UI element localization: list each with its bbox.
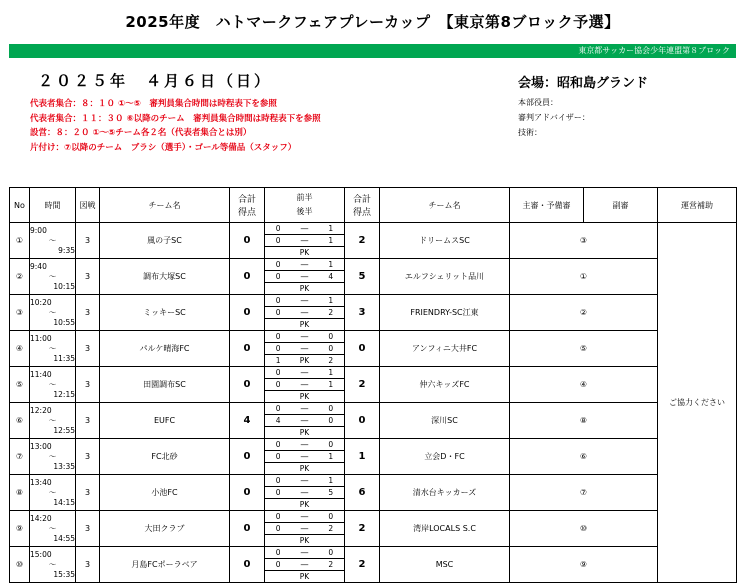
half-score-pk — [265, 355, 344, 366]
match-time — [30, 367, 76, 403]
team-a-name: 調布大塚SC — [100, 259, 230, 295]
half-score-away: 1 — [328, 380, 334, 389]
match-grade: 3 — [76, 439, 100, 475]
half-score-second — [265, 487, 344, 499]
half-score-away — [318, 391, 344, 402]
team-a-total: 0 — [230, 511, 265, 547]
match-grade: 3 — [76, 547, 100, 583]
half-score-second — [265, 235, 344, 247]
time-tilde: ～ — [48, 451, 57, 461]
half-score-sep: ― — [300, 368, 309, 377]
half-score-home — [265, 319, 291, 330]
note-line: 片付け：⑦以降のチーム ブラシ（選手）・ゴール等備品（スタッフ） — [30, 142, 297, 153]
time-start: 12:20 — [30, 405, 52, 415]
match-grade: 3 — [76, 367, 100, 403]
match-grade: 3 — [76, 295, 100, 331]
table-row — [10, 295, 737, 331]
page-title: 2025年度 ハトマークフェアプレーカップ 【東京第8ブロック予選】 — [125, 13, 620, 31]
match-no: ④ — [10, 331, 30, 367]
time-tilde: ～ — [48, 415, 57, 425]
half-score-away: 0 — [328, 440, 334, 449]
half-score-home: 0 — [275, 452, 281, 461]
half-score-second — [265, 523, 344, 535]
half-score-home: 0 — [275, 476, 281, 485]
half-score-away: 1 — [328, 452, 334, 461]
half-score-home — [265, 463, 291, 474]
half-scores — [265, 331, 345, 367]
half-score-sep: ― — [300, 476, 309, 485]
time-end: 10:55 — [53, 317, 75, 327]
time-tilde: ～ — [48, 343, 57, 353]
time-tilde: ～ — [48, 307, 57, 317]
time-tilde: ～ — [48, 379, 57, 389]
half-score-away — [318, 427, 344, 438]
referee-cell: ⑩ — [510, 511, 658, 547]
team-a-total: 0 — [230, 439, 265, 475]
half-score-pk — [265, 427, 344, 438]
referee-cell: ⑥ — [510, 439, 658, 475]
header-score-bottom: 得点 — [352, 208, 371, 218]
time-end: 13:35 — [53, 461, 75, 471]
team-b-name: 仲六キッズFC — [380, 367, 510, 403]
half-scores — [265, 367, 345, 403]
match-no: ⑦ — [10, 439, 30, 475]
half-score-away: 0 — [328, 548, 334, 557]
team-a-total: 0 — [230, 295, 265, 331]
team-a-total: 0 — [230, 367, 265, 403]
half-score-home: 0 — [275, 296, 281, 305]
header-score-a — [230, 188, 265, 223]
table-row — [10, 547, 737, 583]
time-tilde: ～ — [48, 523, 57, 533]
half-score-second — [265, 343, 344, 355]
header-score-bottom: 得点 — [237, 208, 256, 218]
team-b-total: 2 — [345, 547, 380, 583]
half-score-second — [265, 307, 344, 319]
match-no: ⑤ — [10, 367, 30, 403]
time-start: 14:20 — [30, 513, 52, 523]
time-end: 12:15 — [53, 389, 75, 399]
half-score-away: 0 — [328, 344, 334, 353]
match-grade: 3 — [76, 511, 100, 547]
half-score-sep: ― — [300, 440, 309, 449]
time-tilde: ～ — [48, 559, 57, 569]
match-grade: 3 — [76, 331, 100, 367]
team-a-total: 0 — [230, 259, 265, 295]
half-score-away: 1 — [328, 476, 334, 485]
header-first-half: 前半 — [296, 193, 313, 202]
header-assistant-referee: 副審 — [584, 188, 658, 223]
time-end: 9:35 — [58, 245, 75, 255]
team-b-total: 2 — [345, 511, 380, 547]
staff-referee-advisor: 審判アドバイザー： — [518, 113, 590, 122]
match-time — [30, 259, 76, 295]
time-start: 11:40 — [30, 369, 52, 379]
team-b-total: 1 — [345, 439, 380, 475]
half-score-away: 5 — [328, 488, 334, 497]
header-score-top: 合計 — [352, 195, 371, 205]
half-scores — [265, 259, 345, 295]
referee-cell: ⑤ — [510, 331, 658, 367]
half-scores — [265, 439, 345, 475]
half-score-pk — [265, 319, 344, 330]
match-grade: 3 — [76, 403, 100, 439]
half-score-away: 2 — [328, 356, 334, 365]
half-score-second — [265, 559, 344, 571]
half-score-sep: PK — [299, 320, 310, 329]
match-no: ⑩ — [10, 547, 30, 583]
table-row — [10, 511, 737, 547]
team-a-name: 小池FC — [100, 475, 230, 511]
team-a-total: 0 — [230, 547, 265, 583]
team-b-total: 0 — [345, 331, 380, 367]
team-b-name: FRIENDRY-SC江東 — [380, 295, 510, 331]
half-scores — [265, 475, 345, 511]
half-score-home: 0 — [275, 404, 281, 413]
half-score-away — [318, 499, 344, 510]
half-scores — [265, 511, 345, 547]
match-no: ① — [10, 223, 30, 259]
team-a-total: 4 — [230, 403, 265, 439]
half-score-sep: ― — [300, 404, 309, 413]
match-time — [30, 295, 76, 331]
table-row — [10, 439, 737, 475]
team-a-name: FC北砂 — [100, 439, 230, 475]
team-b-name: エルフシェリット品川 — [380, 259, 510, 295]
half-score-home — [265, 391, 291, 402]
header-score-b — [345, 188, 380, 223]
match-time — [30, 223, 76, 259]
time-start: 15:00 — [30, 549, 52, 559]
half-score-sep: ― — [300, 308, 309, 317]
half-score-home — [265, 535, 291, 546]
half-score-home: 0 — [275, 488, 281, 497]
match-grade: 3 — [76, 475, 100, 511]
half-score-pk — [265, 499, 344, 510]
half-score-away — [318, 319, 344, 330]
team-b-name: 湾岸LOCALS S.C — [380, 511, 510, 547]
half-score-away: 2 — [328, 560, 334, 569]
team-b-name: 深川SC — [380, 403, 510, 439]
header-second-half: 後半 — [296, 207, 313, 216]
half-scores — [265, 295, 345, 331]
half-score-away: 0 — [328, 416, 334, 425]
header-no: No — [10, 188, 30, 223]
half-score-sep: ― — [300, 296, 309, 305]
header-team-a: チーム名 — [100, 188, 230, 223]
referee-cell: ③ — [510, 223, 658, 259]
team-b-total: 6 — [345, 475, 380, 511]
half-score-second — [265, 415, 344, 427]
half-score-first — [265, 367, 344, 379]
half-score-away — [318, 283, 344, 294]
team-b-name: 清水台キッカーズ — [380, 475, 510, 511]
team-b-name: ドリームスSC — [380, 223, 510, 259]
match-no: ⑥ — [10, 403, 30, 439]
half-score-sep: PK — [299, 572, 310, 581]
referee-cell: ② — [510, 295, 658, 331]
half-score-second — [265, 271, 344, 283]
match-no: ② — [10, 259, 30, 295]
team-a-name: パルケ晴海FC — [100, 331, 230, 367]
half-score-away — [318, 535, 344, 546]
match-time — [30, 475, 76, 511]
half-score-away: 2 — [328, 308, 334, 317]
half-score-first — [265, 331, 344, 343]
time-start: 11:00 — [30, 333, 52, 343]
half-score-first — [265, 547, 344, 559]
time-end: 15:35 — [53, 569, 75, 579]
half-score-sep: PK — [299, 284, 310, 293]
time-end: 14:55 — [53, 533, 75, 543]
team-b-total: 0 — [345, 403, 380, 439]
half-score-home: 0 — [275, 236, 281, 245]
referee-cell: ④ — [510, 367, 658, 403]
half-score-home: 0 — [275, 380, 281, 389]
time-start: 13:00 — [30, 441, 52, 451]
time-start: 9:40 — [30, 261, 47, 271]
half-scores — [265, 403, 345, 439]
half-scores — [265, 223, 345, 259]
organizer-bar: 東京都サッカー協会少年連盟第８ブロック — [9, 44, 736, 58]
notes-block — [30, 97, 321, 155]
team-a-total: 0 — [230, 223, 265, 259]
staff-technical: 技術： — [518, 128, 542, 137]
header-team-b: チーム名 — [380, 188, 510, 223]
table-row — [10, 259, 737, 295]
half-score-sep: ― — [300, 488, 309, 497]
team-b-total: 2 — [345, 223, 380, 259]
team-a-total: 0 — [230, 331, 265, 367]
time-end: 11:35 — [53, 353, 75, 363]
half-score-sep: ― — [300, 512, 309, 521]
half-score-sep: PK — [299, 536, 310, 545]
team-a-name: 大田クラブ — [100, 511, 230, 547]
match-time — [30, 511, 76, 547]
team-b-name: MSC — [380, 547, 510, 583]
header-row — [10, 188, 737, 223]
half-score-pk — [265, 391, 344, 402]
half-score-sep: PK — [299, 500, 310, 509]
half-score-home: 0 — [275, 440, 281, 449]
half-score-home: 0 — [275, 260, 281, 269]
match-no: ⑧ — [10, 475, 30, 511]
half-score-home — [265, 283, 291, 294]
half-score-sep: PK — [299, 356, 310, 365]
header-time: 時間 — [30, 188, 76, 223]
half-score-away — [318, 463, 344, 474]
half-score-away — [318, 247, 344, 258]
match-time — [30, 547, 76, 583]
half-score-home — [265, 247, 291, 258]
half-score-sep: ― — [300, 260, 309, 269]
team-a-name: 月島FCポーラベア — [100, 547, 230, 583]
half-score-away: 1 — [328, 224, 334, 233]
match-grade: 3 — [76, 223, 100, 259]
header-halves — [265, 188, 345, 223]
table-row — [10, 367, 737, 403]
half-score-home: 0 — [275, 548, 281, 557]
note-line: 代表者集合：１１：３０ ⑥以降のチーム 審判員集合時間は時程表下を参照 — [30, 113, 321, 124]
half-score-away: 0 — [328, 332, 334, 341]
half-score-home: 0 — [275, 560, 281, 569]
half-score-away: 1 — [328, 236, 334, 245]
half-score-away: 4 — [328, 272, 334, 281]
half-score-pk — [265, 463, 344, 474]
table-row — [10, 331, 737, 367]
team-a-name: 田園調布SC — [100, 367, 230, 403]
team-a-name: 風の子SC — [100, 223, 230, 259]
match-time — [30, 403, 76, 439]
time-start: 13:40 — [30, 477, 52, 487]
half-scores — [265, 547, 345, 583]
half-score-away: 2 — [328, 524, 334, 533]
match-grade: 3 — [76, 259, 100, 295]
staff-headquarters: 本部役員： — [518, 98, 558, 107]
half-score-away: 0 — [328, 512, 334, 521]
half-score-home: 1 — [275, 356, 281, 365]
half-score-away: 1 — [328, 260, 334, 269]
time-start: 9:00 — [30, 225, 47, 235]
half-score-home: 0 — [275, 272, 281, 281]
half-score-first — [265, 223, 344, 235]
team-b-name: 立会D・FC — [380, 439, 510, 475]
half-score-home: 0 — [275, 344, 281, 353]
referee-cell: ⑨ — [510, 547, 658, 583]
referee-cell: ⑧ — [510, 403, 658, 439]
time-tilde: ～ — [48, 487, 57, 497]
referee-cell: ⑦ — [510, 475, 658, 511]
half-score-first — [265, 511, 344, 523]
table-row — [10, 223, 737, 259]
team-b-name: アンフィニ大井FC — [380, 331, 510, 367]
half-score-home: 0 — [275, 512, 281, 521]
half-score-pk — [265, 283, 344, 294]
header-grade: 図戦 — [76, 188, 100, 223]
half-score-sep: ― — [300, 272, 309, 281]
half-score-home: 0 — [275, 224, 281, 233]
half-score-away: 1 — [328, 296, 334, 305]
header-support: 運営補助 — [658, 188, 737, 223]
venue-label: 会場：昭和島グランド — [518, 76, 649, 91]
time-tilde: ～ — [48, 235, 57, 245]
half-score-home: 0 — [275, 524, 281, 533]
event-date: ２０２５年 ４月６日（日） — [38, 72, 273, 90]
note-line: 設営：８：２０ ①～⑤チーム各２名（代表者集合とは別） — [30, 128, 252, 139]
match-time — [30, 439, 76, 475]
note-line: 代表者集合：８：１０ ①～⑤ 審判員集合時間は時程表下を参照 — [30, 99, 277, 109]
half-score-second — [265, 379, 344, 391]
half-score-sep: PK — [299, 392, 310, 401]
match-time — [30, 331, 76, 367]
half-score-sep: ― — [300, 524, 309, 533]
half-score-home: 4 — [275, 416, 281, 425]
referee-cell: ① — [510, 259, 658, 295]
half-score-home — [265, 499, 291, 510]
half-score-second — [265, 451, 344, 463]
half-score-pk — [265, 247, 344, 258]
half-score-sep: PK — [299, 248, 310, 257]
half-score-first — [265, 403, 344, 415]
team-b-total: 3 — [345, 295, 380, 331]
half-score-sep: ― — [300, 380, 309, 389]
time-end: 14:15 — [53, 497, 75, 507]
half-score-first — [265, 475, 344, 487]
half-score-home: 0 — [275, 368, 281, 377]
table-row — [10, 403, 737, 439]
time-start: 10:20 — [30, 297, 52, 307]
team-b-total: 5 — [345, 259, 380, 295]
schedule-table — [9, 187, 737, 583]
table-row — [10, 475, 737, 511]
half-score-home: 0 — [275, 308, 281, 317]
half-score-sep: ― — [300, 416, 309, 425]
half-score-home: 0 — [275, 332, 281, 341]
half-score-away: 0 — [328, 404, 334, 413]
time-end: 12:55 — [53, 425, 75, 435]
match-no: ⑨ — [10, 511, 30, 547]
team-a-name: EUFC — [100, 403, 230, 439]
support-cell: ご協力ください — [658, 223, 737, 583]
half-score-home — [265, 427, 291, 438]
time-end: 10:15 — [53, 281, 75, 291]
half-score-sep: ― — [300, 224, 309, 233]
half-score-first — [265, 295, 344, 307]
half-score-sep: ― — [300, 344, 309, 353]
half-score-sep: ― — [300, 560, 309, 569]
header-score-top: 合計 — [237, 195, 256, 205]
half-score-away: 1 — [328, 368, 334, 377]
team-a-name: ミッキーSC — [100, 295, 230, 331]
half-score-sep: ― — [300, 236, 309, 245]
half-score-sep: PK — [299, 428, 310, 437]
team-a-total: 0 — [230, 475, 265, 511]
half-score-sep: ― — [300, 332, 309, 341]
half-score-sep: PK — [299, 464, 310, 473]
half-score-sep: ― — [300, 452, 309, 461]
match-no: ③ — [10, 295, 30, 331]
team-b-total: 2 — [345, 367, 380, 403]
half-score-sep: ― — [300, 548, 309, 557]
half-score-pk — [265, 535, 344, 546]
time-tilde: ～ — [48, 271, 57, 281]
header-referee: 主審・予備審 — [510, 188, 584, 223]
half-score-first — [265, 259, 344, 271]
half-score-first — [265, 439, 344, 451]
